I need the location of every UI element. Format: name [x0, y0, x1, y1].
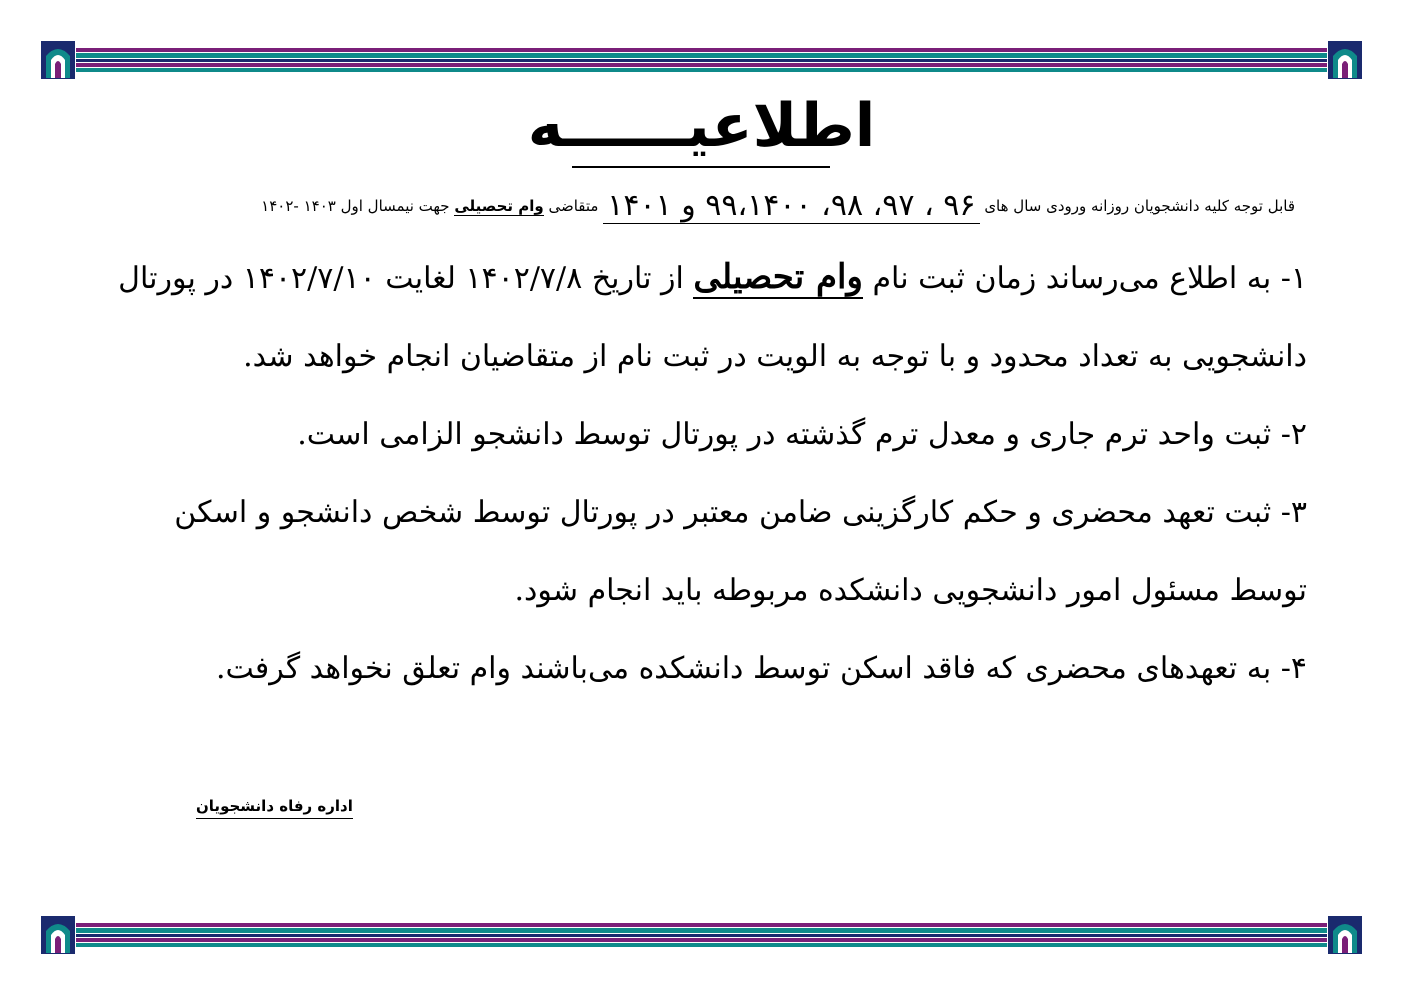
item-1-suffix: از تاریخ ۱۴۰۲/۷/۸ لغایت ۱۴۰۲/۷/۱۰ در پورتال دانشجویی به تعداد محدود و با توجه به الویت در ثبت نام از متقاضیان انجام خواهد شد.: [118, 261, 1307, 374]
title-underline: [572, 166, 830, 168]
signature: اداره رفاه دانشجویان: [196, 794, 353, 819]
notice-item-3: ۳- ثبت تعهد محضری و حکم کارگزینی ضامن معتبر در پورتال توسط شخص دانشجو و اسکن توسط مسئول امور دانشجویی دانشکده مربوطه باید انجام شود.: [174, 495, 1307, 608]
notice-body: [93, 238, 1307, 708]
bottom-decorative-border: [40, 915, 1363, 955]
arch-ornament-icon: [40, 915, 76, 955]
notice-item-4: ۴- به تعهدهای محضری که فاقد اسکن توسط دانشکده می‌باشند وام تعلق نخواهد گرفت.: [215, 651, 1307, 686]
notice-item-1: [93, 238, 1307, 396]
border-stripes: [76, 923, 1327, 947]
border-stripes: [76, 48, 1327, 72]
subtitle-mid: متقاضی: [548, 197, 599, 215]
item-1-loan: وام تحصیلی: [693, 257, 863, 297]
subtitle-loan: وام تحصیلی: [454, 197, 544, 215]
notice-item-2: ۲- ثبت واحد ترم جاری و معدل ترم گذشته در پورتال توسط دانشجو الزامی است.: [297, 417, 1307, 452]
arch-ornament-icon: [40, 40, 76, 80]
entry-years: ۹۶ ، ۹۷، ۹۸، ۹۹،۱۴۰۰ و ۱۴۰۱: [603, 188, 979, 224]
arch-ornament-icon: [1327, 40, 1363, 80]
arch-ornament-icon: [1327, 915, 1363, 955]
page-title: اطلاعیــــــه: [527, 91, 876, 161]
notice-subtitle: [95, 186, 1295, 226]
subtitle-suffix: جهت نیمسال اول ۱۴۰۳ -۱۴۰۲: [261, 197, 450, 215]
subtitle-prefix: قابل توجه کلیه دانشجویان روزانه ورودی سال های: [984, 197, 1295, 215]
item-1-prefix: ۱- به اطلاع می‌رساند زمان ثبت نام: [872, 261, 1307, 296]
top-decorative-border: [40, 40, 1363, 80]
